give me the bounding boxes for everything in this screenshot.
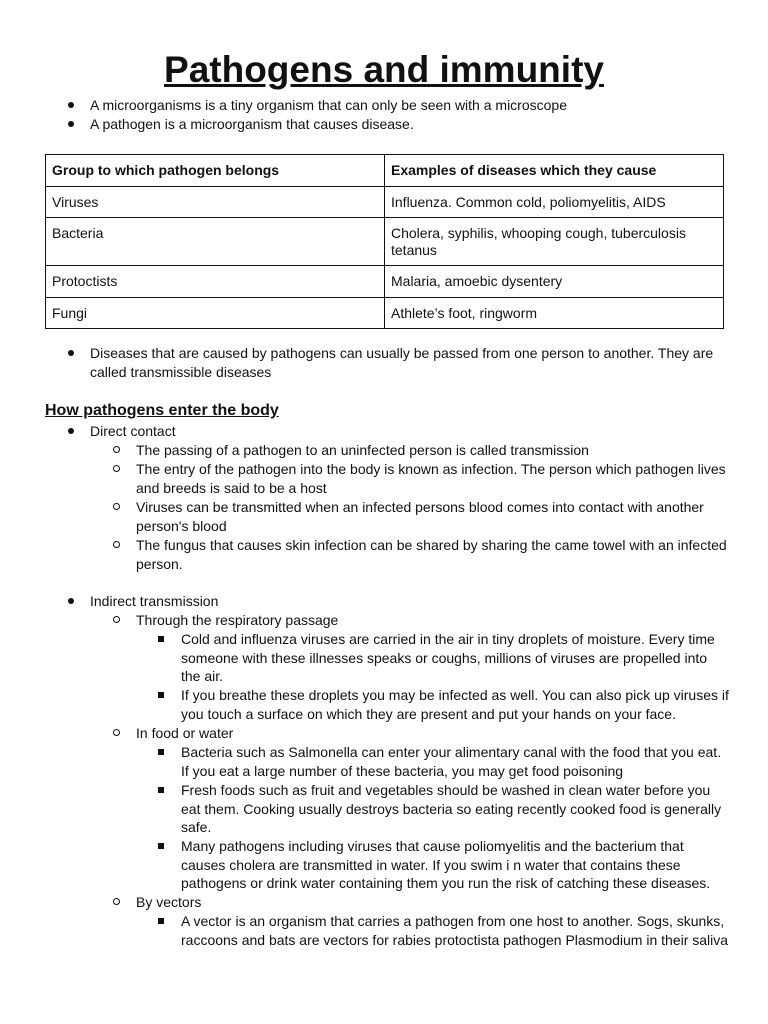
list-item: Cold and influenza viruses are carried in the air in tiny droplets of moisture. Every time someone with these illnesses speaks or coughs, millions of viruses are propelled into the air. bbox=[181, 631, 715, 685]
table-header-row bbox=[46, 155, 724, 187]
list-item: A pathogen is a microorganism that causes disease. bbox=[90, 116, 414, 132]
list-item: By vectors bbox=[136, 894, 202, 910]
bullet-icon bbox=[113, 536, 121, 548]
section-heading: How pathogens enter the body bbox=[45, 402, 279, 419]
pathogen-table bbox=[45, 154, 724, 329]
bullet-icon bbox=[68, 422, 76, 434]
table-header: Examples of diseases which they cause bbox=[385, 155, 724, 187]
bullet-icon bbox=[68, 96, 76, 108]
table-cell: Cholera, syphilis, whooping cough, tuberculosis tetanus bbox=[385, 218, 724, 266]
list-item: A vector is an organism that carries a pathogen from one host to another. Sogs, skunks, raccoons and bats are vectors for rabies protoctista pathogen Plasmodium in their saliva bbox=[181, 913, 729, 948]
list-item: Indirect transmission bbox=[90, 593, 219, 609]
list-item: If you breathe these droplets you may be infected as well. You can also pick up viruses if you touch a surface on which they are present and put your hands on your face. bbox=[181, 687, 729, 722]
bullet-icon bbox=[113, 611, 121, 623]
table-cell: Influenza. Common cold, poliomyelitis, AIDS bbox=[385, 186, 724, 218]
list-item: In food or water bbox=[136, 725, 234, 741]
bullet-icon bbox=[113, 724, 121, 736]
bullet-icon bbox=[113, 460, 121, 472]
table-row bbox=[46, 266, 724, 298]
bullet-icon bbox=[158, 686, 166, 698]
list-item: The entry of the pathogen into the body is known as infection. The person which pathogen lives and breeds is said to be a host bbox=[136, 461, 726, 496]
list-item: Bacteria such as Salmonella can enter your alimentary canal with the food that you eat. If you eat a large number of these bacteria, you may get food poisoning bbox=[181, 744, 722, 779]
list-item: Diseases that are caused by pathogens can usually be passed from one person to another. They are called transmissible diseases bbox=[90, 345, 714, 380]
list-item: The passing of a pathogen to an uninfected person is called transmission bbox=[136, 442, 589, 458]
table-row bbox=[46, 186, 724, 218]
bullet-icon bbox=[158, 912, 166, 924]
list-item: Many pathogens including viruses that cause poliomyelitis and the bacterium that causes cholera are transmitted in water. If you swim i n water that contains these pathogens or drink water containing them you run the risk of catching these diseases. bbox=[181, 838, 711, 892]
table-row bbox=[46, 218, 724, 266]
table-cell: Fungi bbox=[46, 297, 385, 329]
table-cell: Bacteria bbox=[46, 218, 385, 266]
table-cell: Protoctists bbox=[46, 266, 385, 298]
bullet-icon bbox=[113, 893, 121, 905]
table-cell: Malaria, amoebic dysentery bbox=[385, 266, 724, 298]
bullet-icon bbox=[113, 498, 121, 510]
bullet-icon bbox=[158, 837, 166, 849]
list-item: Through the respiratory passage bbox=[136, 612, 339, 628]
list-item: A microorganisms is a tiny organism that can only be seen with a microscope bbox=[90, 97, 567, 113]
list-item: Fresh foods such as fruit and vegetables should be washed in clean water before you eat them. Cooking usually destroys bacteria so eating recently cooked food is generally safe. bbox=[181, 782, 722, 836]
bullet-icon bbox=[68, 115, 76, 127]
list-item: Viruses can be transmitted when an infected persons blood comes into contact with another person's blood bbox=[136, 499, 704, 534]
bullet-icon bbox=[158, 743, 166, 755]
table-cell: Viruses bbox=[46, 186, 385, 218]
table-cell: Athlete’s foot, ringworm bbox=[385, 297, 724, 329]
table-header: Group to which pathogen belongs bbox=[46, 155, 385, 187]
bullet-icon bbox=[113, 441, 121, 453]
bullet-icon bbox=[68, 344, 76, 356]
bullet-icon bbox=[158, 630, 166, 642]
list-item: Direct contact bbox=[90, 423, 176, 439]
table-row bbox=[46, 297, 724, 329]
page-title: Pathogens and immunity bbox=[164, 49, 604, 90]
bullet-icon bbox=[68, 592, 76, 604]
list-item: The fungus that causes skin infection can be shared by sharing the came towel with an infected person. bbox=[136, 537, 727, 572]
bullet-icon bbox=[158, 781, 166, 793]
